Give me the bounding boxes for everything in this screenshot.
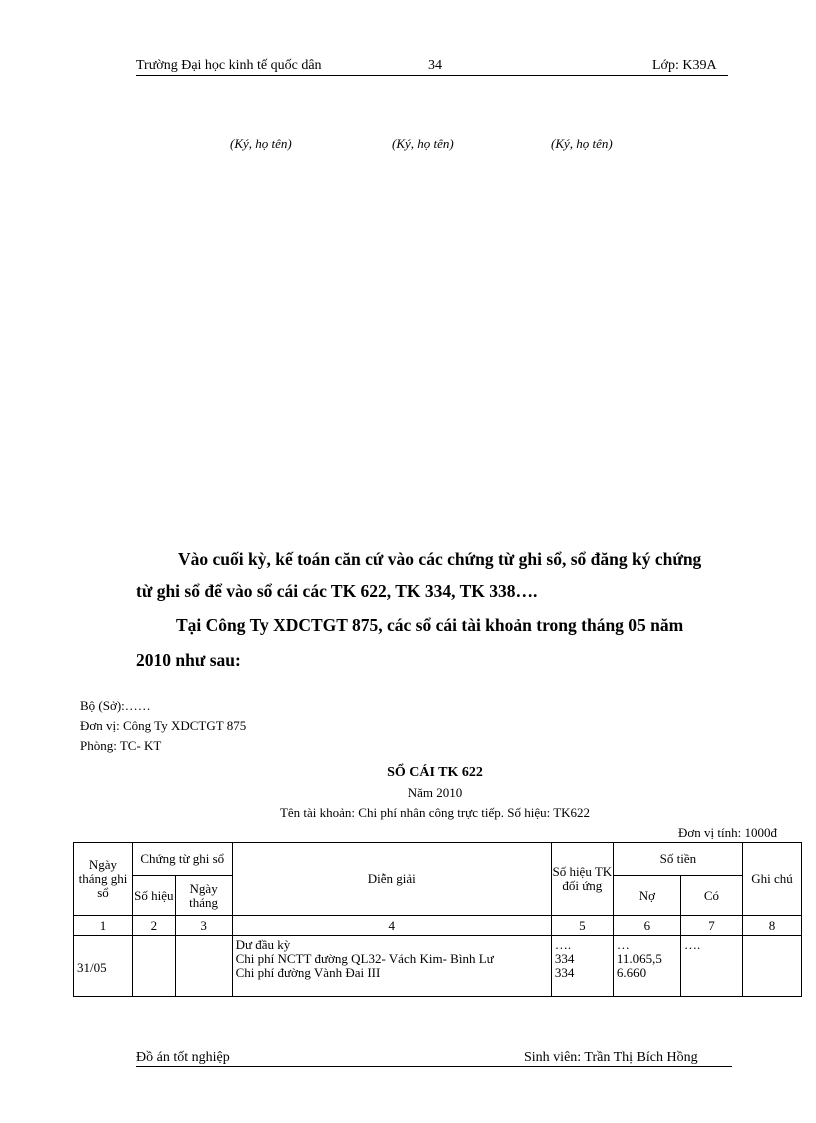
header-page-number: 34 <box>428 58 442 73</box>
signature-1: (Ký, họ tên) <box>230 136 292 151</box>
debit-value: 6.660 <box>616 965 647 980</box>
col-header-voucher-no: Số hiệu <box>132 876 175 916</box>
page-cut-mask <box>73 998 803 1008</box>
account-value: 334 <box>554 965 575 980</box>
description-line: Chi phí đường Vành Đai III <box>235 965 381 980</box>
column-number: 6 <box>613 916 680 936</box>
column-number: 1 <box>74 916 133 936</box>
col-header-description: Diễn giải <box>232 843 551 916</box>
footer-right: Sinh viên: Trần Thị Bích Hồng <box>524 1050 698 1065</box>
description-line: Dư đầu kỳ <box>235 937 291 952</box>
row-description-cell <box>232 936 551 997</box>
intro-para2-line2: 2010 như sau: <box>136 650 241 670</box>
ledger-unit-note: Đơn vị tính: 1000đ <box>678 825 777 840</box>
account-value: …. <box>554 937 572 952</box>
footer-left: Đồ án tốt nghiệp <box>136 1050 230 1065</box>
org-department: Phòng: TC- KT <box>80 738 162 753</box>
credit-value: …. <box>683 937 701 952</box>
column-number: 5 <box>551 916 613 936</box>
intro-para2-line1: Tại Công Ty XDCTGT 875, các sổ cái tài khoản trong tháng 05 năm <box>176 615 684 635</box>
col-header-amount: Số tiền <box>613 843 742 876</box>
col-header-date: Ngày tháng ghi sổ <box>74 843 133 916</box>
row-date-cell <box>74 936 133 997</box>
header-class: Lớp: K39A <box>652 58 717 73</box>
row-date: 31/05 <box>77 960 107 975</box>
row-voucher-date-cell <box>175 936 232 997</box>
ledger-table <box>73 842 802 997</box>
column-number: 7 <box>680 916 742 936</box>
signature-2: (Ký, họ tên) <box>392 136 454 151</box>
description-line: Chi phí NCTT đường QL32- Vách Kim- Bình Lư <box>235 951 494 966</box>
column-number: 8 <box>742 916 801 936</box>
column-number: 2 <box>132 916 175 936</box>
col-header-voucher-date: Ngày tháng <box>175 876 232 916</box>
ledger-year: Năm 2010 <box>407 785 463 800</box>
col-header-note: Ghi chú <box>742 843 801 916</box>
col-header-debit: Nợ <box>613 876 680 916</box>
intro-para1-line1: Vào cuối kỳ, kế toán căn cứ vào các chứng từ ghi sổ, sổ đăng ký chứng <box>178 549 702 569</box>
signature-3: (Ký, họ tên) <box>551 136 613 151</box>
column-number-row <box>74 916 802 936</box>
header-school: Trường Đại học kinh tế quốc dân <box>136 58 322 73</box>
column-number: 3 <box>175 916 232 936</box>
intro-para1-line2: từ ghi sổ để vào sổ cái các TK 622, TK 334, TK 338…. <box>136 581 538 601</box>
org-ministry: Bộ (Sở):…… <box>80 698 151 713</box>
row-voucher-no-cell <box>132 936 175 997</box>
ledger-title: SỔ CÁI TK 622 <box>387 765 483 780</box>
debit-value: … <box>616 937 630 952</box>
row-account-cell <box>551 936 613 997</box>
table-row <box>74 936 802 997</box>
ledger-account-line: Tên tài khoản: Chi phí nhân công trực tiếp. Số hiệu: TK622 <box>279 805 591 820</box>
col-header-credit: Có <box>680 876 742 916</box>
header-rule <box>136 75 728 76</box>
row-note-cell <box>742 936 801 997</box>
footer-rule <box>136 1066 732 1067</box>
row-credit-cell <box>680 936 742 997</box>
col-header-voucher: Chứng từ ghi sổ <box>132 843 232 876</box>
column-number: 4 <box>232 916 551 936</box>
debit-value: 11.065,5 <box>616 951 662 966</box>
row-debit-cell <box>613 936 680 997</box>
account-value: 334 <box>554 951 575 966</box>
org-unit: Đơn vị: Công Ty XDCTGT 875 <box>80 718 247 733</box>
col-header-account: Số hiệu TK đối ứng <box>551 843 613 916</box>
